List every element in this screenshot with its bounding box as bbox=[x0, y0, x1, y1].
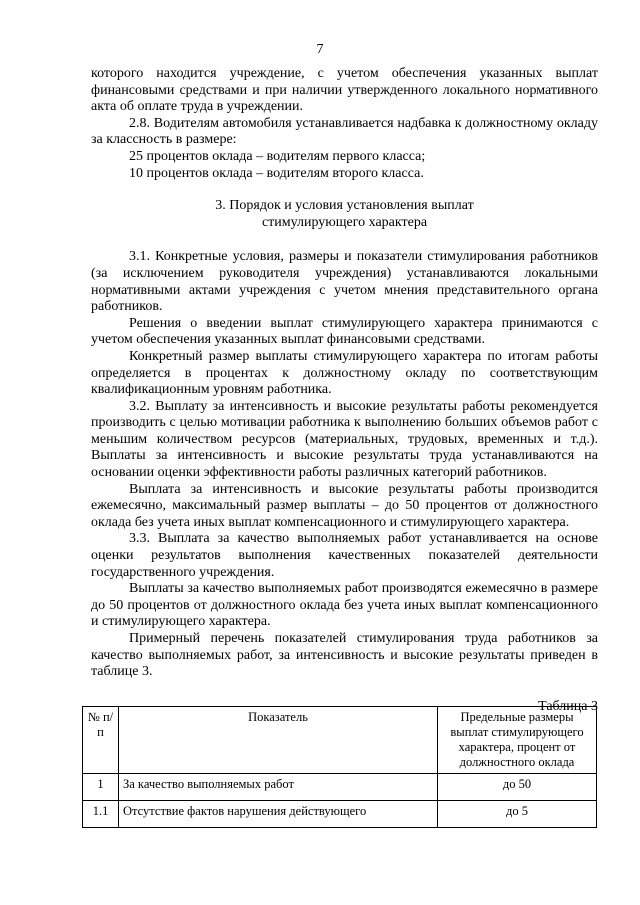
paragraph-2-8: 2.8. Водителям автомобиля устанавливается надбавка к должностному окладу за классность в размере: bbox=[91, 115, 598, 148]
header-limits: Предельные размеры выплат стимулирующего характера, процент от должностного оклада bbox=[438, 707, 597, 774]
table-3 bbox=[82, 706, 597, 828]
header-indicator: Показатель bbox=[119, 707, 438, 774]
table-caption: Таблица 3 bbox=[538, 698, 598, 714]
header-num: № п/п bbox=[83, 707, 119, 774]
table-header-row bbox=[83, 707, 597, 774]
section-heading-line-2: стимулирующего характера bbox=[261, 214, 428, 230]
cell-indicator: За качество выполняемых работ bbox=[119, 774, 438, 801]
paragraph: Выплата за интенсивность и высокие результаты работы производится ежемесячно, максимальный размер выплаты – до 50 процентов от должностного оклада без учета иных выплат компенсационного и стимулирующего характера. bbox=[91, 481, 598, 530]
cell-limit: до 5 bbox=[438, 801, 597, 828]
cell-num: 1 bbox=[83, 774, 119, 801]
page-number: 7 bbox=[316, 42, 324, 57]
cell-limit: до 50 bbox=[438, 774, 597, 801]
table-row bbox=[83, 801, 597, 828]
paragraph: Примерный перечень показателей стимулирования труда работников за качество выполняемых работ, за интенсивность и высокие результаты приведен в таблице 3. bbox=[91, 631, 598, 680]
paragraph-3-3: 3.3. Выплата за качество выполняемых работ устанавливается на основе оценки результатов выполнения качественных показателей деятельности государственного учреждения. bbox=[91, 531, 598, 580]
paragraph: Конкретный размер выплаты стимулирующего характера по итогам работы определяется в процентах к должностному окладу по соответствующим квалификационным уровням работника. bbox=[91, 348, 598, 398]
section-heading-line-1: 3. Порядок и условия установления выплат bbox=[215, 198, 474, 214]
paragraph: Выплаты за качество выполняемых работ производятся ежемесячно в размере до 50 процентов от должностного оклада без учета иных выплат компенсационного и стимулирующего характера. bbox=[91, 581, 598, 630]
cell-num: 1.1 bbox=[83, 801, 119, 828]
paragraph: Решения о введении выплат стимулирующего характера принимаются с учетом обеспечения указанных выплат финансовыми средствами. bbox=[91, 315, 598, 348]
section-heading bbox=[91, 198, 598, 231]
list-item: 10 процентов оклада – водителям второго класса. bbox=[129, 165, 424, 181]
paragraph-3-2: 3.2. Выплату за интенсивность и высокие результаты работы рекомендуется производить с целью мотивации работника к выполнению больших объемов работ с меньшим количеством ресурсов (материальных, трудовых, временных и т.д.). Выплаты за интенсивность и высокие результаты труда устанавливаются на основании оценки эффективности работы различных категорий работников. bbox=[91, 398, 598, 481]
table-row bbox=[83, 774, 597, 801]
paragraph-3-1: 3.1. Конкретные условия, размеры и показатели стимулирования работников (за исключением руководителя учреждения) устанавливаются локальными нормативными актами учреждения с учетом мнения представительного органа работников. bbox=[91, 249, 598, 315]
list-item: 25 процентов оклада – водителям первого класса; bbox=[129, 148, 426, 164]
document-body bbox=[91, 66, 598, 725]
paragraph: которого находится учреждение, с учетом обеспечения указанных выплат финансовыми средствами и при наличии утвержденного локального нормативного акта об оплате труда в учреждении. bbox=[91, 66, 598, 115]
cell-indicator: Отсутствие фактов нарушения действующего bbox=[119, 801, 438, 828]
